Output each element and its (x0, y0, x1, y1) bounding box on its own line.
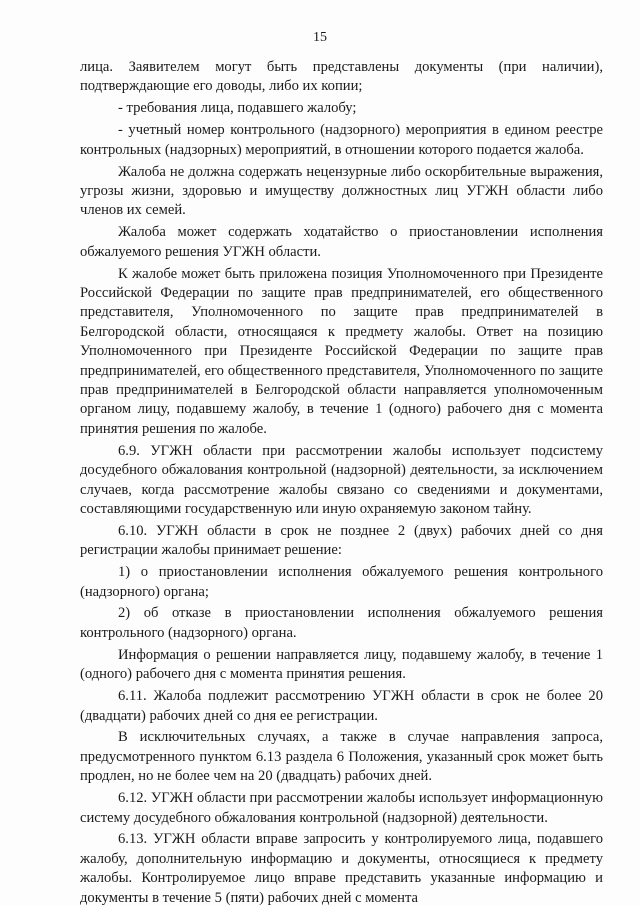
paragraph: Информация о решении направляется лицу, подавшему жалобу, в течение 1 (одного) рабочего дня с момента принятия решения. (80, 646, 603, 683)
section-6-10: 6.10. УГЖН области в срок не позднее 2 (двух) рабочих дней со дня регистрации жалобы принимает решение: (80, 522, 603, 559)
list-item: - учетный номер контрольного (надзорного) мероприятия в едином реестре контрольных (надзорных) мероприятий, в отношении которого подается жалоба. (80, 122, 603, 158)
page-number: 15 (313, 30, 327, 45)
paragraph: В исключительных случаях, а также в случае направления запроса, предусмотренного пунктом 6.13 раздела 6 Положения, указанный срок может быть продлен, но не более чем на 20 (двадцать) рабочих дней. (80, 729, 603, 785)
list-item: 2) об отказе в приостановлении исполнения обжалуемого решения контрольного (надзорного) органа. (80, 605, 603, 641)
paragraph: К жалобе может быть приложена позиция Уполномоченного при Президенте Российской Федерации по защите прав предпринимателей, его общественного представителя, Уполномоченного по защите прав предпринимателей в Белгородской области, относящаяся к предмету жалобы. Ответ на позицию Уполномоченного при Президенте Российской Федерации по защите прав предпринимателей, его общественного представителя, Уполномоченного по защите прав предпринимателей в Белгородской области направляется уполномоченным органом лицу, подавшему жалобу, в течение 1 (одного) рабочего дня с момента принятия решения по жалобе. (80, 265, 603, 437)
list-item: - требования лица, подавшего жалобу; (118, 100, 357, 117)
section-6-12: 6.12. УГЖН области при рассмотрении жалобы использует информационную систему досудебного обжалования контрольной (надзорной) деятельности. (80, 790, 603, 826)
paragraph: Жалоба не должна содержать нецензурные либо оскорбительные выражения, угрозы жизни, здоровью и имуществу должностных лиц УГЖН области либо членов их семей. (80, 163, 603, 219)
document-body (80, 58, 603, 911)
paragraph: Жалоба может содержать ходатайство о приостановлении исполнения обжалуемого решения УГЖН области. (80, 224, 603, 260)
list-item: 1) о приостановлении исполнения обжалуемого решения контрольного (надзорного) органа; (80, 564, 603, 600)
paragraph: лица. Заявителем могут быть представлены документы (при наличии), подтверждающие его доводы, либо их копии; (80, 59, 603, 95)
section-6-9: 6.9. УГЖН области при рассмотрении жалобы использует подсистему досудебного обжалования контрольной (надзорной) деятельности, за исключением случаев, когда рассмотрение жалобы связано со сведениями и документами, составляющими государственную или иную охраняемую законом тайну. (80, 442, 603, 517)
section-6-13: 6.13. УГЖН области вправе запросить у контролируемого лица, подавшего жалобу, дополнительную информацию и документы, относящиеся к предмету жалобы. Контролируемое лицо вправе представить указанные информацию и документы в течение 5 (пяти) рабочих дней с момента (80, 831, 603, 906)
section-6-11: 6.11. Жалоба подлежит рассмотрению УГЖН области в срок не более 20 (двадцати) рабочих дней со дня ее регистрации. (80, 688, 603, 724)
